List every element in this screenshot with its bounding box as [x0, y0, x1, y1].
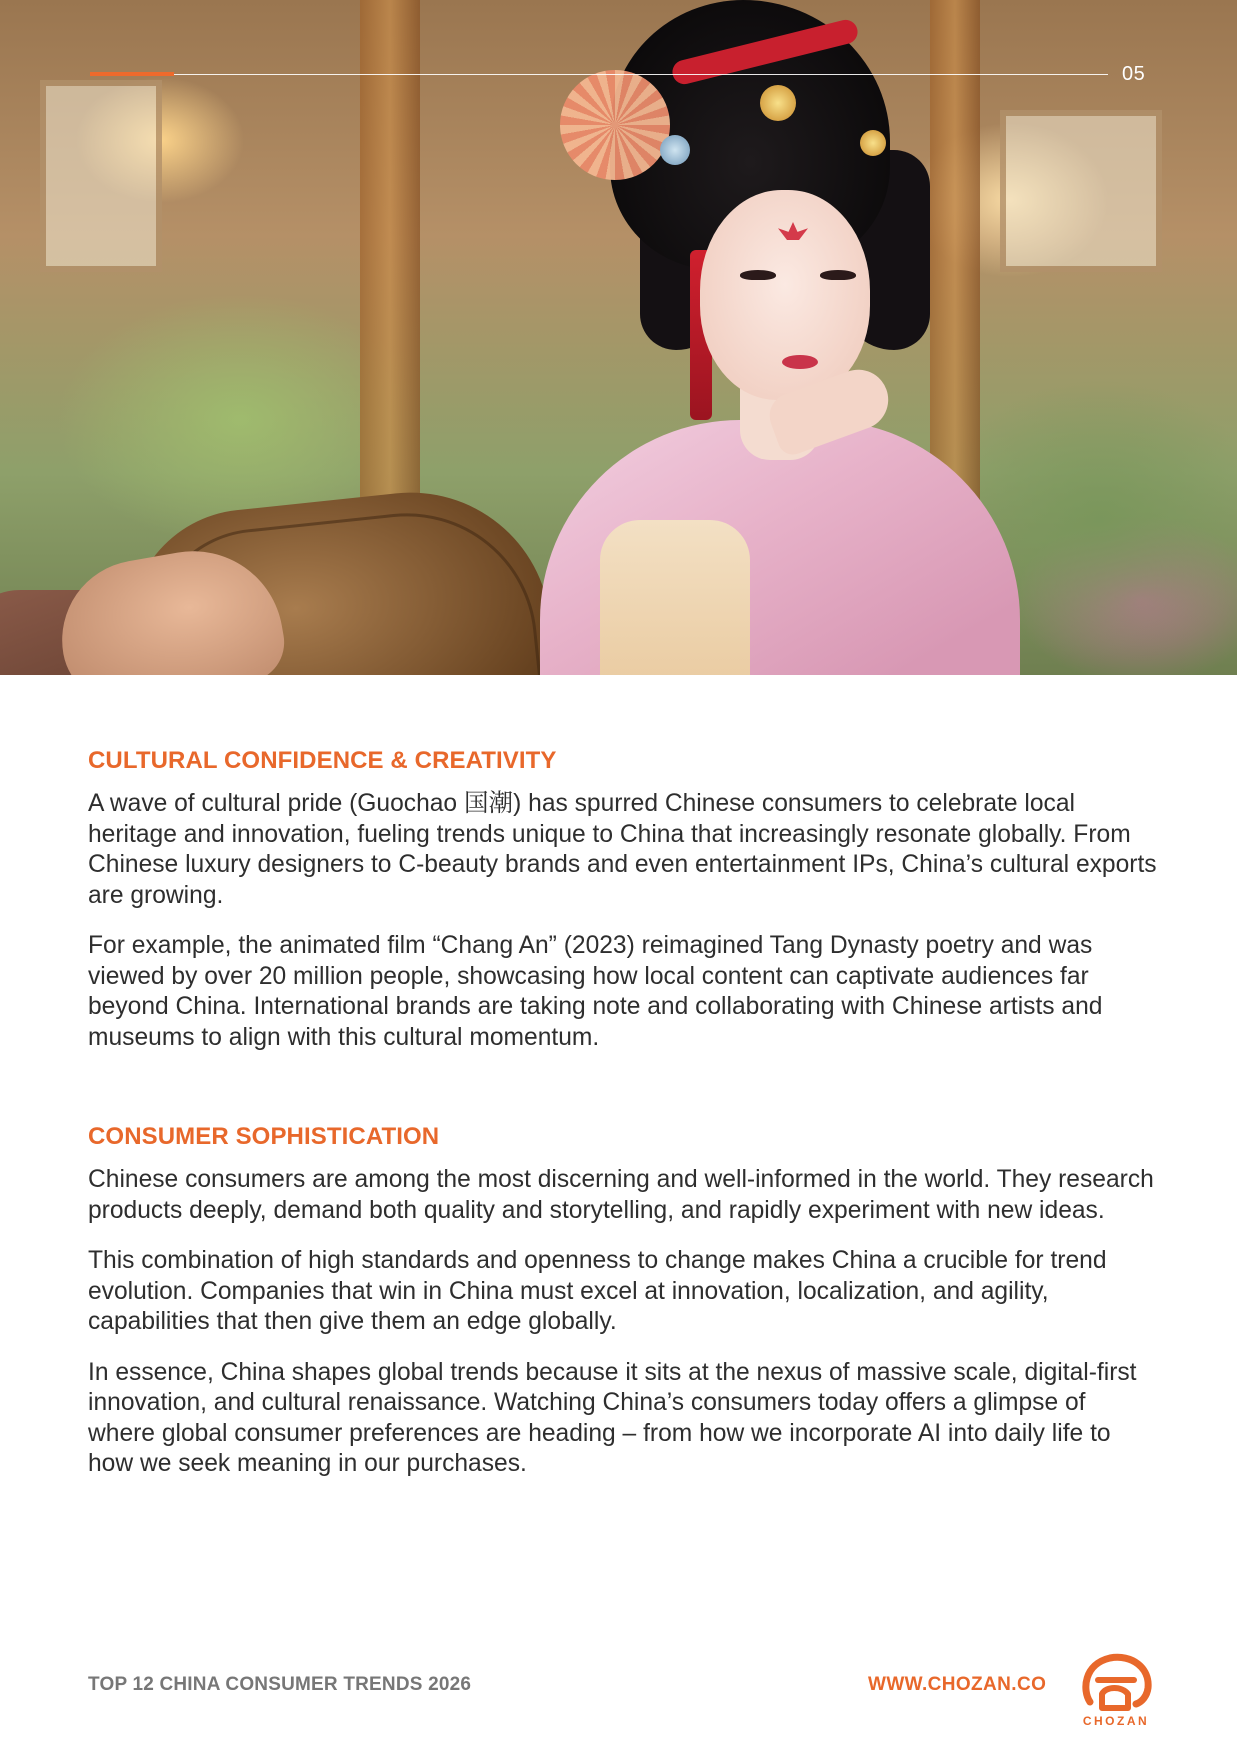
- chozan-logo: [1076, 1650, 1156, 1736]
- paragraph: For example, the animated film “Chang An” (2023) reimagined Tang Dynasty poetry and was viewed by over 20 million people, showcasing how local content can captivate audiences far beyond China. International brands are taking note and collaborating with Chinese artists and museums to align with this cultural momentum.: [88, 932, 1103, 1051]
- window-panel: [40, 80, 162, 272]
- chozan-logo-icon: [1076, 1650, 1156, 1716]
- face: [700, 190, 870, 400]
- robe-inner-garment: [600, 520, 750, 675]
- hair-flower-ornament: [660, 135, 690, 165]
- lips: [782, 355, 818, 369]
- body-content: [88, 747, 1158, 1500]
- hero-image: [0, 0, 1237, 675]
- hair-flower-ornament: [860, 130, 886, 156]
- hair-flower-ornament: [560, 70, 670, 180]
- section-cultural-confidence: [88, 747, 1158, 1053]
- header-accent-bar: [90, 72, 174, 76]
- window-panel: [1000, 110, 1162, 272]
- paragraph: Chinese consumers are among the most discerning and well-informed in the world. They research products deeply, demand both quality and storytelling, and rapidly experiment with new ideas.: [88, 1166, 1154, 1224]
- paragraph: A wave of cultural pride (Guochao 国潮) has spurred Chinese consumers to celebrate local heritage and innovation, fueling trends unique to China that increasingly resonate globally. From Chinese luxury designers to C-beauty brands and even entertainment IPs, China’s cultural exports are growing.: [88, 790, 1157, 909]
- hair-flower-ornament: [760, 85, 796, 121]
- section-heading: CONSUMER SOPHISTICATION: [88, 1123, 440, 1150]
- paragraph: In essence, China shapes global trends because it sits at the nexus of massive scale, digital-first innovation, and cultural renaissance. Watching China’s consumers today offers a glimpse of where global consumer preferences are heading – from how we incorporate AI into daily life to how we seek meaning in our purchases.: [88, 1358, 1137, 1477]
- report-title: TOP 12 CHINA CONSUMER TRENDS 2026: [88, 1674, 472, 1695]
- page-number: 05: [1122, 63, 1146, 85]
- eye: [740, 270, 776, 280]
- header-rule: [90, 74, 1108, 75]
- eye: [820, 270, 856, 280]
- section-consumer-sophistication: [88, 1123, 1158, 1480]
- logo-wordmark: CHOZAN: [1082, 1714, 1150, 1728]
- section-heading: CULTURAL CONFIDENCE & CREATIVITY: [88, 747, 557, 774]
- paragraph: This combination of high standards and openness to change makes China a crucible for trend evolution. Companies that win in China must excel at innovation, localization, and agility, capabilities that then give them an edge globally.: [88, 1247, 1107, 1335]
- website-link[interactable]: WWW.CHOZAN.CO: [868, 1674, 1047, 1695]
